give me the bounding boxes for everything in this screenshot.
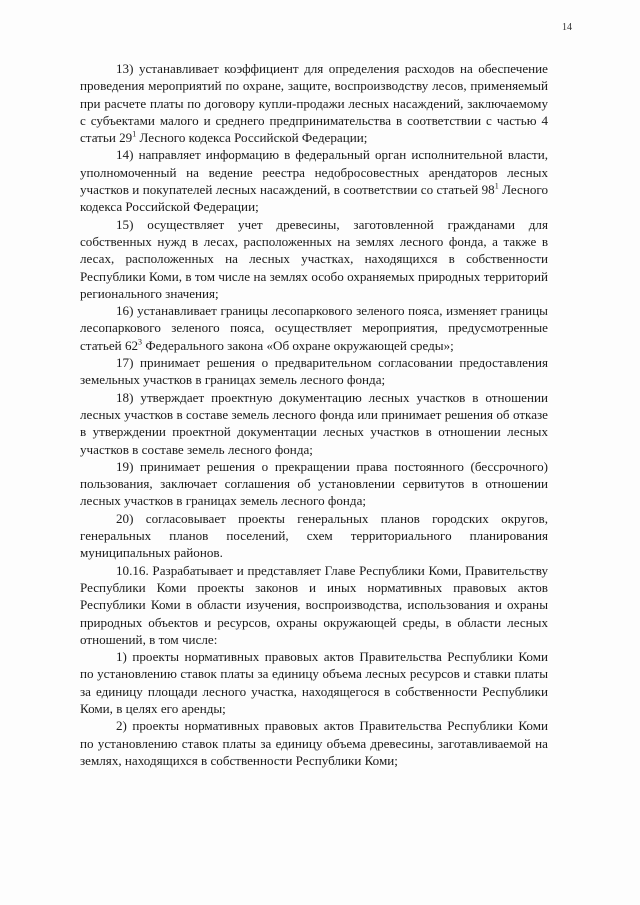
paragraph-item-19: 19) принимает решения о прекращении права постоянного (бессрочного) пользования, заключает соглашения об установлении сервитутов в отношении лесных участков в границах земель лесного фонда; — [80, 458, 548, 509]
paragraph-item-13: 13) устанавливает коэффициент для определения расходов на обеспечение проведения мероприятий по охране, защите, воспроизводству лесов, применяемый при расчете платы по договору купли-продажи лесных насаждений, заключаемому с субъектами малого и среднего предпринимательства в соответствии с частью 4 статьи $29^1$ Лесного кодекса Российской Федерации; — [80, 61, 548, 146]
paragraph-item-15: 15) осуществляет учет древесины, заготовленной гражданами для собственных нужд в лесах, расположенных на землях лесного фонда, а также в лесах, расположенных на лесных участках, находящихся в собственности Республики Коми, в том числе на землях особо охраняемых природных территорий регионального значения; — [80, 216, 548, 301]
paragraph-item-14: 14) направляет информацию в федеральный орган исполнительной власти, уполномоченный на ведение реестра недобросовестных арендаторов лесных участков и покупателей лесных насаждений, в соответствии со статьей $98^1$ Лесного кодекса Российской Федерации; — [80, 147, 548, 215]
document-body — [80, 60, 548, 769]
page-number: 14 — [562, 22, 572, 33]
paragraph-item-20: 20) согласовывает проекты генеральных планов городских округов, генеральных планов поселений, схем территориального планирования муниципальных районов. — [80, 510, 548, 561]
paragraph-item-16: 16) устанавливает границы лесопаркового зеленого пояса, изменяет границы лесопаркового зеленого пояса, осуществляет мероприятия, предусмотренные статьей $62^3$ Федерального закона «Об охране окружающей среды»; — [80, 303, 548, 353]
paragraph-subitem-2: 2) проекты нормативных правовых актов Правительства Республики Коми по установлению ставок платы за единицу объема древесины, заготавливаемой на землях, находящихся в собственности Республики Коми; — [80, 718, 548, 768]
paragraph-item-18: 18) утверждает проектную документацию лесных участков в отношении лесных участков в составе земель лесного фонда или принимает решения об отказе в утверждении проектной документации лесных участков в отношении лесных участков в составе земель лесного фонда; — [80, 389, 548, 457]
paragraph-item-17: 17) принимает решения о предварительном согласовании предоставления земельных участков в границах земель лесного фонда; — [80, 355, 548, 388]
paragraph-subitem-1: 1) проекты нормативных правовых актов Правительства Республики Коми по установлению ставок платы за единицу объема лесных ресурсов и ставки платы за единицу площади лесного участка, находящегося в собственности Республики Коми, в целях его аренды; — [80, 649, 548, 716]
paragraph-section-10-16: 10.16. Разрабатывает и представляет Главе Республики Коми, Правительству Республики Коми проекты законов и иных нормативных правовых актов Республики Коми в области изучения, воспроизводства, использования и охраны природных объектов и ресурсов, охраны окружающей среды, в области лесных отношений, в том числе: — [80, 562, 548, 647]
